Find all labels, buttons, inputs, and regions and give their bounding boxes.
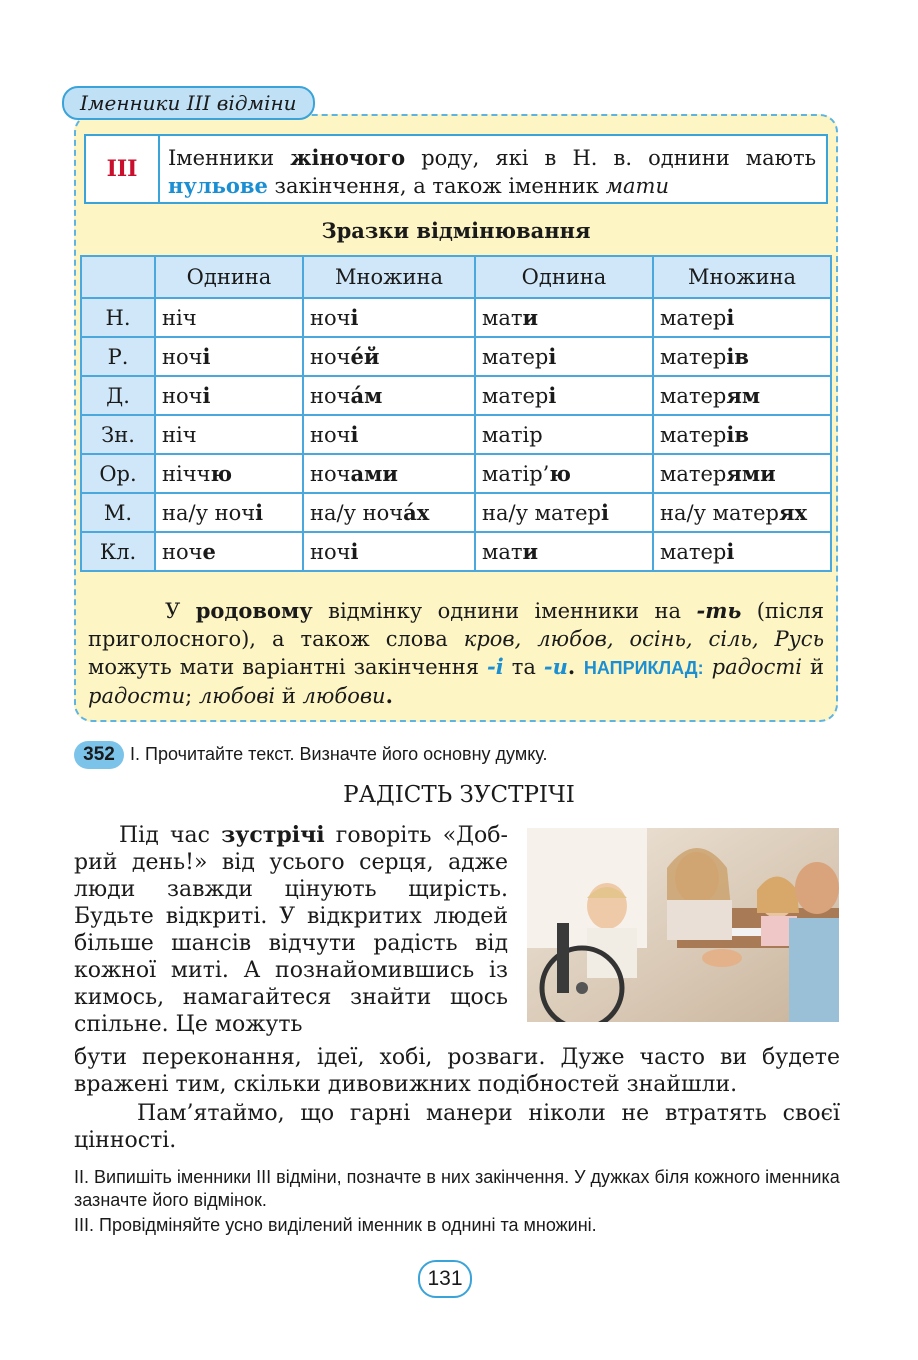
column-header: Однина — [155, 256, 303, 298]
word-ending: ів — [726, 422, 749, 447]
exercise-paragraph-2: Пам’ятаймо, що гарні манери ніколи не втратять своєї цінності. — [74, 1101, 840, 1153]
word-stem: матер — [482, 345, 549, 369]
word-ending: и — [522, 305, 539, 330]
word-stem: мат — [482, 306, 523, 330]
word-stem: матер — [660, 540, 727, 564]
case-label: Кл. — [81, 532, 155, 571]
table-cell — [155, 415, 303, 454]
word-stem: матер — [482, 384, 549, 408]
table-cell — [653, 298, 831, 337]
case-label: Д. — [81, 376, 155, 415]
column-header: Множина — [653, 256, 831, 298]
declension-table — [80, 255, 832, 572]
table-cell — [653, 532, 831, 571]
table-cell — [155, 454, 303, 493]
word-stem: матер — [660, 423, 727, 447]
text-title: РАДІСТЬ ЗУСТРІЧІ — [343, 782, 575, 808]
word-ending: е — [202, 539, 216, 564]
case-label: Зн. — [81, 415, 155, 454]
table-cell — [155, 376, 303, 415]
table-cell — [653, 454, 831, 493]
word-ending: і — [548, 383, 557, 408]
table-row — [81, 376, 831, 415]
exercise-task-1: І. Прочитайте текст. Визначте його основну думку. — [130, 744, 548, 764]
declension-number: III — [86, 136, 160, 202]
word-ending: і — [726, 539, 735, 564]
word-ending: і — [202, 344, 211, 369]
word-ending: а́х — [403, 500, 430, 525]
word-stem: ніч — [162, 423, 197, 447]
word-stem: матер — [660, 462, 727, 486]
word-stem: ноч — [162, 540, 203, 564]
word-stem: ноч — [162, 345, 203, 369]
word-ending: ям — [726, 383, 761, 408]
word-stem: матер — [660, 306, 727, 330]
table-cell — [303, 493, 475, 532]
exercise-task-3: III. Провідміняйте усно виділений іменник в однині та множині. — [74, 1215, 597, 1235]
table-cell — [475, 493, 653, 532]
word-ending: ами — [350, 461, 398, 486]
word-stem: ноч — [162, 384, 203, 408]
word-stem: матер — [660, 345, 727, 369]
word-stem: на/у ноч — [162, 501, 256, 525]
table-row — [81, 532, 831, 571]
word-stem: матір — [482, 423, 543, 447]
column-header: Множина — [303, 256, 475, 298]
table-row — [81, 337, 831, 376]
word-ending: е́й — [350, 344, 380, 369]
column-header: Однина — [475, 256, 653, 298]
table-header-row — [81, 256, 831, 298]
photo-people-meeting — [527, 828, 839, 1022]
word-ending: і — [350, 539, 359, 564]
table-row — [81, 415, 831, 454]
table-cell — [653, 337, 831, 376]
table-cell — [303, 415, 475, 454]
photo-illustration — [527, 828, 839, 1022]
table-cell — [475, 337, 653, 376]
table-cell — [155, 337, 303, 376]
table-cell — [303, 454, 475, 493]
table-cell — [303, 532, 475, 571]
word-stem: матір’ — [482, 462, 550, 486]
word-ending: ів — [726, 344, 749, 369]
word-stem: мат — [482, 540, 523, 564]
word-stem: на/у матер — [660, 501, 779, 525]
case-label: М. — [81, 493, 155, 532]
table-row — [81, 493, 831, 532]
word-ending: і — [350, 422, 359, 447]
table-cell — [475, 298, 653, 337]
exercise-paragraph-1-continued: бути переконання, ідеї, хобі, розваги. Дуже часто ви будете вражені тим, скільки дивовижних подібностей знайшли. — [74, 1045, 840, 1097]
table-row — [81, 454, 831, 493]
page-number: 131 — [418, 1260, 472, 1298]
definition-text: Іменники жіночого роду, які в Н. в. однини мають нульове закінчення, а також іменник мати — [168, 145, 816, 198]
word-stem: ніч — [162, 306, 197, 330]
table-cell — [475, 532, 653, 571]
table-cell — [653, 415, 831, 454]
exercise-paragraph-1: Під час зустрічі говоріть «Добрий день!» від усього серця, адже люди завжди цінують щирість. Будьте відкриті. У відкритих людей більше шансів відчути радість від кожної миті. А познайомившись із кимось, намагайтеся знайти щось спільне. Це можуть — [74, 822, 508, 1037]
word-ending: і — [548, 344, 557, 369]
word-ending: і — [202, 383, 211, 408]
definition-row — [84, 134, 828, 204]
table-cell — [475, 376, 653, 415]
word-ending: и — [522, 539, 539, 564]
word-ending: а́м — [350, 383, 383, 408]
word-stem: ноч — [310, 384, 351, 408]
word-ending: і — [600, 500, 609, 525]
word-stem: ноч — [310, 540, 351, 564]
table-row — [81, 298, 831, 337]
word-stem: ноч — [310, 462, 351, 486]
word-ending: ях — [778, 500, 808, 525]
table-cell — [475, 454, 653, 493]
word-stem: ноч — [310, 306, 351, 330]
table-cell — [653, 376, 831, 415]
case-label: Н. — [81, 298, 155, 337]
word-stem: на/у ноч — [310, 501, 404, 525]
word-ending: ями — [726, 461, 776, 486]
table-cell — [155, 298, 303, 337]
word-stem: матер — [660, 384, 727, 408]
table-cell — [155, 493, 303, 532]
case-label: Ор. — [81, 454, 155, 493]
word-ending: і — [726, 305, 735, 330]
exercise-number-badge: 352 — [74, 741, 124, 769]
word-stem: нічч — [162, 462, 211, 486]
table-cell — [303, 376, 475, 415]
word-stem: на/у матер — [482, 501, 601, 525]
table-cell — [155, 532, 303, 571]
column-header — [81, 256, 155, 298]
section-tag: Іменники III відміни — [62, 86, 315, 120]
case-label: Р. — [81, 337, 155, 376]
table-cell — [475, 415, 653, 454]
word-ending: і — [350, 305, 359, 330]
table-heading: Зразки відмінювання — [321, 218, 591, 243]
table-cell — [303, 337, 475, 376]
word-ending: і — [255, 500, 264, 525]
table-cell — [653, 493, 831, 532]
word-stem: ноч — [310, 345, 351, 369]
word-ending: ю — [549, 461, 571, 486]
grammar-note: У родовому відмінку однини іменники на -ть (після приголосного), а також слова кров, любов, осінь, сіль, Русь можуть мати варіантні закінчення -і та -и. НАПРИКЛАД: радості й радости; любові й любови. — [88, 598, 825, 708]
word-stem: ноч — [310, 423, 351, 447]
exercise-task-2: II. Випишіть іменники III відміни, позначте в них закінчення. У дужках біля кожного іменника зазначте його відмінок. — [74, 1167, 840, 1210]
table-cell — [303, 298, 475, 337]
word-ending: ю — [210, 461, 233, 486]
